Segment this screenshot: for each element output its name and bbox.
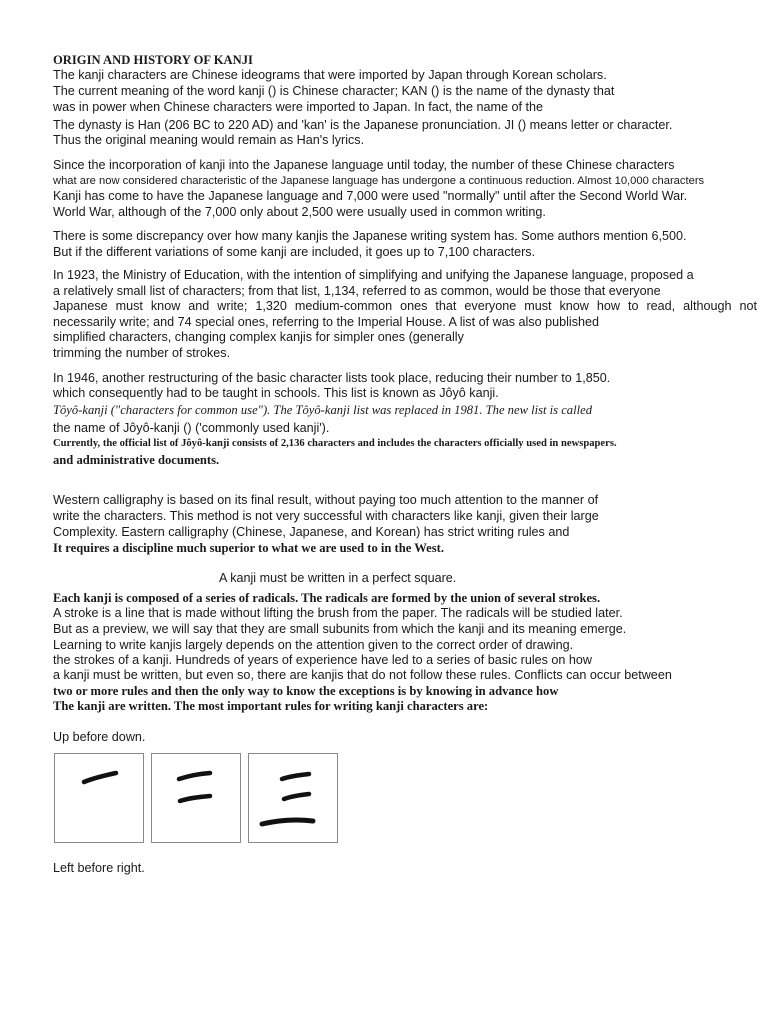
text-line: There is some discrepancy over how many kanjis the Japanese writing system has. Some authors mention 6,500. — [53, 229, 687, 243]
stroke-order-box — [54, 753, 144, 843]
stroke-order-box — [151, 753, 241, 843]
kanji-three-strokes-figure — [249, 754, 339, 844]
text-line: Since the incorporation of kanji into the Japanese language until today, the number of these Chinese characters — [53, 158, 675, 172]
text-line: a relatively small list of characters; from that list, 1,134, referred to as common, would be those that everyone — [53, 284, 661, 298]
text-line: The dynasty is Han (206 BC to 220 AD) and 'kan' is the Japanese pronunciation. JI () means letter or character. — [53, 118, 673, 132]
text-line: Western calligraphy is based on its final result, without paying too much attention to the manner of — [53, 493, 599, 507]
rule-heading: Up before down. — [53, 730, 146, 744]
text-line: In 1946, another restructuring of the basic character lists took place, reducing their number to 1,850. — [53, 371, 611, 385]
text-line: Currently, the official list of Jôyô-kanji consists of 2,136 characters and includes the characters officially used in newspapers. — [53, 438, 617, 449]
text-line: what are now considered characteristic of the Japanese language has undergone a continuous reduction. Almost 10,000 characters — [53, 175, 705, 187]
centered-statement: A kanji must be written in a perfect square. — [219, 571, 457, 585]
text-line: necessarily write; and 74 special ones, referring to the Imperial House. A list of was also published — [53, 315, 600, 329]
text-line: write the characters. This method is not very successful with characters like kanji, given their large — [53, 509, 599, 523]
text-line: trimming the number of strokes. — [53, 346, 231, 360]
text-line: the name of Jôyô-kanji () ('commonly used kanji'). — [53, 421, 330, 435]
text-line: Kanji has come to have the Japanese language and 7,000 were used "normally" until after the Second World War. — [53, 189, 688, 203]
text-line: a kanji must be written, but even so, there are kanjis that do not follow these rules. Conflicts can occur between — [53, 668, 672, 682]
text-line: World War, although of the 7,000 only about 2,500 were usually used in common writing. — [53, 205, 546, 219]
text-line: and administrative documents. — [53, 453, 220, 467]
text-line: But as a preview, we will say that they are small subunits from which the kanji and its meaning emerge. — [53, 622, 627, 636]
text-line: But if the different variations of some kanji are included, it goes up to 7,100 characters. — [53, 245, 536, 259]
text-line: was in power when Chinese characters were imported to Japan. In fact, the name of the — [53, 100, 544, 114]
kanji-one-stroke-figure — [55, 754, 145, 844]
text-line: Complexity. Eastern calligraphy (Chinese, Japanese, and Korean) has strict writing rules and — [53, 525, 570, 539]
text-line: The current meaning of the word kanji () is Chinese character; KAN () is the name of the dynasty that — [53, 84, 615, 98]
text-line: In 1923, the Ministry of Education, with the intention of simplifying and unifying the Japanese language, proposed a — [53, 268, 694, 282]
text-line: It requires a discipline much superior to what we are used to in the West. — [53, 541, 445, 555]
text-line: Thus the original meaning would remain as Han's lyrics. — [53, 133, 365, 147]
text-line: The kanji are written. The most important rules for writing kanji characters are: — [53, 699, 489, 713]
text-line: Learning to write kanjis largely depends on the attention given to the correct order of drawing. — [53, 638, 574, 652]
stroke-order-box — [248, 753, 338, 843]
text-line: Tôyô-kanji ("characters for common use"). The Tôyô-kanji list was replaced in 1981. The new list is called — [53, 403, 592, 417]
text-line: which consequently had to be taught in schools. This list is known as Jôyô kanji. — [53, 386, 499, 400]
text-line: The kanji characters are Chinese ideograms that were imported by Japan through Korean scholars. — [53, 68, 607, 82]
text-line: Each kanji is composed of a series of radicals. The radicals are formed by the union of several strokes. — [53, 591, 601, 605]
section-title: ORIGIN AND HISTORY OF KANJI — [53, 53, 253, 67]
text-line: simplified characters, changing complex kanjis for simpler ones (generally — [53, 330, 464, 344]
text-line: the strokes of a kanji. Hundreds of years of experience have led to a series of basic rules on how — [53, 653, 593, 667]
kanji-two-strokes-figure — [152, 754, 242, 844]
text-line: Japanese must know and write; 1,320 medium-common ones that everyone must know how to read, although not — [53, 299, 757, 313]
text-line: two or more rules and then the only way to know the exceptions is by knowing in advance how — [53, 684, 559, 698]
text-line: A stroke is a line that is made without lifting the brush from the paper. The radicals will be studied later. — [53, 606, 623, 620]
rule-heading: Left before right. — [53, 861, 145, 875]
